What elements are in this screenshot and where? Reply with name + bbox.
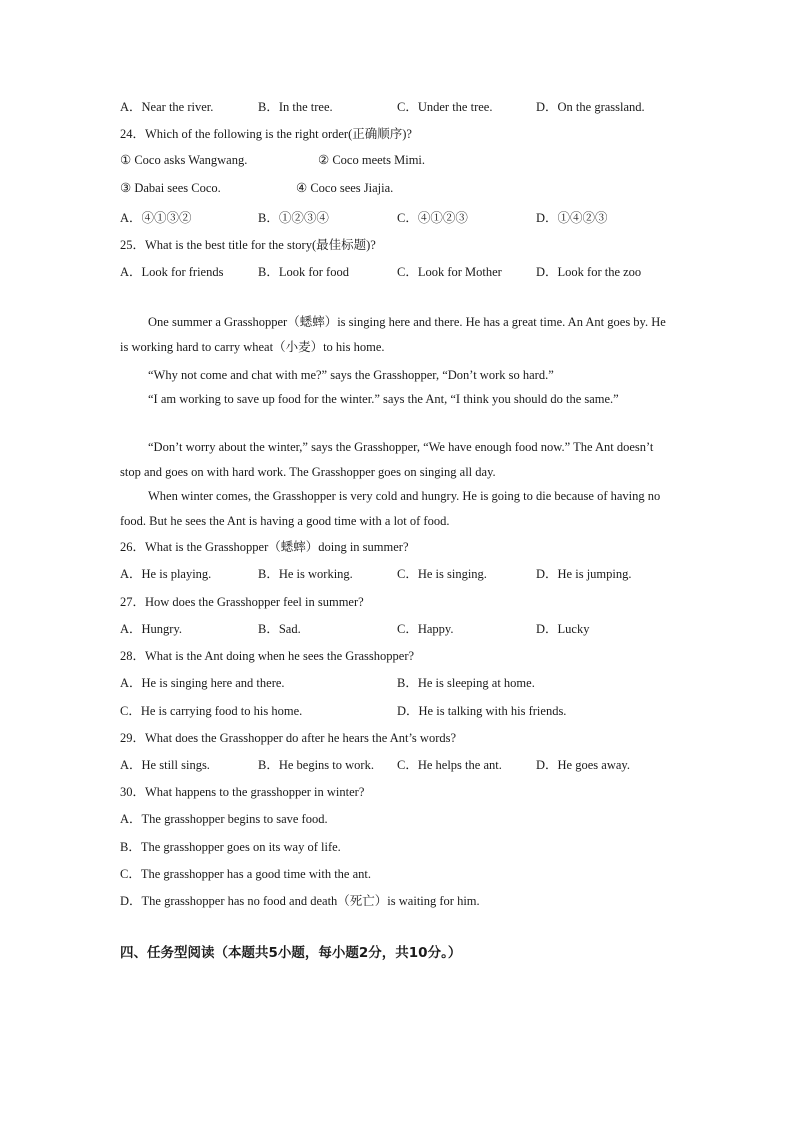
q23-option-c: C．Under the tree. xyxy=(397,100,493,114)
q28-option-a: A．He is singing here and there. xyxy=(120,676,285,690)
q27-option-c: C．Happy. xyxy=(397,622,454,636)
q26-option-d: D．He is jumping. xyxy=(536,567,632,581)
q28-option-c: C．He is carrying food to his home. xyxy=(120,704,303,718)
q25-option-c: C．Look for Mother xyxy=(397,265,502,279)
q24-event-3: ③ Dabai sees Coco. xyxy=(120,181,221,195)
q28-option-b: B．He is sleeping at home. xyxy=(397,676,535,690)
q29-question: 29．What does the Grasshopper do after he hears the Ant’s words? xyxy=(120,731,457,745)
q25-option-d: D．Look for the zoo xyxy=(536,265,642,279)
passage-paragraph-2: “Why not come and chat with me?” says the Grasshopper, “Don’t work so hard.” xyxy=(148,368,554,382)
q27-option-d: D．Lucky xyxy=(536,622,590,636)
q26-option-b: B．He is working. xyxy=(258,567,353,581)
q24-option-d: D．①④②③ xyxy=(536,211,608,225)
q24-event-1: ① Coco asks Wangwang. xyxy=(120,153,248,167)
q25-option-b: B．Look for food xyxy=(258,265,349,279)
q28-question: 28．What is the Ant doing when he sees the Grasshopper? xyxy=(120,649,415,663)
q24-option-c: C．④①②③ xyxy=(397,211,468,225)
q30-option-a: A．The grasshopper begins to save food. xyxy=(120,812,328,826)
q26-option-c: C．He is singing. xyxy=(397,567,487,581)
q30-option-d: D．The grasshopper has no food and death（死亡）is waiting for him. xyxy=(120,894,480,908)
q25-question: 25．What is the best title for the story(最佳标题)? xyxy=(120,238,376,252)
q24-option-b: B．①②③④ xyxy=(258,211,329,225)
q25-option-a: A．Look for friends xyxy=(120,265,224,279)
passage-paragraph-5: When winter comes, the Grasshopper is very cold and hungry. He is going to die because of having no food. But he sees the Ant is having a good time with a lot of food. xyxy=(120,489,661,528)
q23-option-a: A．Near the river. xyxy=(120,100,214,114)
passage-paragraph-3: “I am working to save up food for the winter.” says the Ant, “I think you should do the same.” xyxy=(148,392,619,406)
q24-event-2: ② Coco meets Mimi. xyxy=(318,153,426,167)
section-heading: 四、任务型阅读（本题共5小题，每小题2分，共10分。） xyxy=(120,945,462,961)
q26-question: 26．What is the Grasshopper（蟋蟀）doing in summer? xyxy=(120,540,409,554)
q24-question: 24．Which of the following is the right order(正确顺序)? xyxy=(120,127,412,141)
passage-paragraph-1: One summer a Grasshopper（蟋蟀）is singing here and there. He has a great time. An Ant goes by. He is working hard to carry wheat（小麦）to his home. xyxy=(120,315,666,354)
q23-option-b: B．In the tree. xyxy=(258,100,333,114)
q27-option-b: B．Sad. xyxy=(258,622,301,636)
passage-paragraph-4: “Don’t worry about the winter,” says the Grasshopper, “We have enough food now.” The Ant doesn’t stop and goes on with hard work. The Grasshopper goes on singing all day. xyxy=(120,440,654,479)
q27-question: 27．How does the Grasshopper feel in summer? xyxy=(120,595,364,609)
q29-option-a: A．He still sings. xyxy=(120,758,210,772)
q27-option-a: A．Hungry. xyxy=(120,622,183,636)
q29-option-c: C．He helps the ant. xyxy=(397,758,502,772)
q28-option-d: D．He is talking with his friends. xyxy=(397,704,567,718)
q24-event-4: ④ Coco sees Jiajia. xyxy=(296,181,394,195)
q23-option-d: D．On the grassland. xyxy=(536,100,645,114)
q30-option-b: B．The grasshopper goes on its way of life. xyxy=(120,840,341,854)
q26-option-a: A．He is playing. xyxy=(120,567,212,581)
q24-option-a: A．④①③② xyxy=(120,211,192,225)
q29-option-d: D．He goes away. xyxy=(536,758,630,772)
q30-option-c: C．The grasshopper has a good time with the ant. xyxy=(120,867,371,881)
q30-question: 30．What happens to the grasshopper in winter? xyxy=(120,785,365,799)
q29-option-b: B．He begins to work. xyxy=(258,758,374,772)
